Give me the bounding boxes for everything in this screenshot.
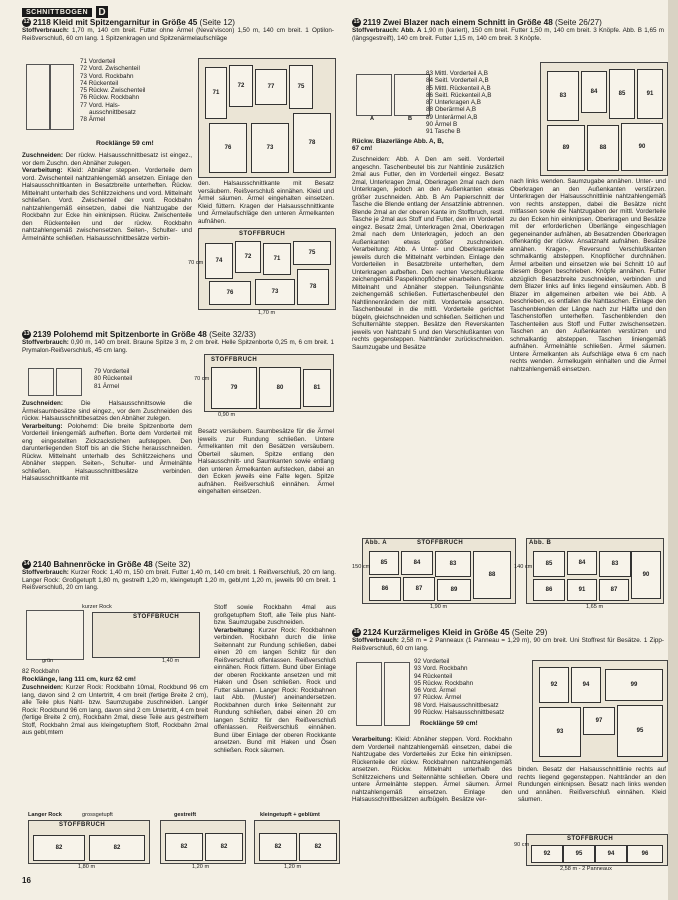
fabric-layouts-2119	[352, 534, 668, 616]
fold-label: STOFFBRUCH	[417, 540, 464, 546]
part-item: ausschnittbesatz	[89, 109, 136, 117]
label: Stoffverbrauch:	[22, 27, 69, 35]
pattern-piece: 87	[403, 577, 435, 601]
pattern-piece: 85	[369, 551, 399, 575]
pattern-piece: 92	[531, 845, 563, 863]
skirt-length: Rocklänge 59 cm!	[96, 140, 154, 147]
section-ref: (Seite 29)	[511, 628, 548, 637]
page-header	[22, 6, 108, 18]
shirt-sketch-front	[28, 368, 54, 396]
pattern-piece: 82	[299, 833, 337, 861]
part-item: 75 Rückw. Zwischenteil	[80, 87, 146, 95]
skirt-length: Rocklänge, lang 111 cm, kurz 62 cm!	[22, 676, 136, 683]
part-item: 78 Ärmel	[80, 116, 106, 124]
blazer-length: Rückw. Blazerlänge Abb. A, B, 67 cm!	[352, 138, 444, 153]
instructions-2139-cont: Besatz versäubern. Saumbesätze für die Ärmel jeweils zur Rundung schließen. Untere Ärmelkanten mit den Besätzen versäubern. Oberteil säumen. Spitze entlang den Halsausschnitt- und Saumkanten sowie entlang den unteren Ärmelkanten aufstecken, dabei an den Ecken jeweils eine Falte legen. Spitze aufnähen. Reißverschluß einnähen. Ärmel eingehalten einsetzen.	[198, 428, 334, 495]
short-skirt-label: kurzer Rock	[82, 604, 112, 610]
pattern-piece: 87	[599, 579, 629, 601]
cutting-text: Kurzer Rock: Rockbahn 10mal, Rockbund 96 cm lang, davon sind 2 cm Untertritt, 4 cm breit (fertige Breite 2 cm), alle Teile plus Naht- bzw. Saumzugabe zuschneiden. Langer Rock: Rockbund 96 cm lang, davon sind 2 cm Untertritt, 4 cm breit (fertige Breite 2 cm), Rockbahn 2mal, diese Teile aus gestreiftem Stoff, Rockbahn 2mal aus kleingetupftem Stoff, Rockbahn 2mal aus gebl,mtem	[22, 684, 208, 736]
fabric-usage: 1,90 m (kariert), 150 cm breit. Futter 1,50 m, 140 cm breit. 3 Knöpfe. Abb. B 1,65 m (längsgestreift), 140 cm breit. Futter 1,15 m, 140 cm breit. 3 Knöpfe.	[352, 27, 665, 42]
sewing-text: Polohemd: Die breite Spitzenborte dem Vorderteil liniengemäß aufheften. Borte dem Vorderteil mit eng eingestellten Zickzackstichen aufsteppen. Den darunterliegenden Stoff bis an die Stiche herausschneiden. Rückw. Mittelnaht unterhalb des Schlitzzeichens und Abnäher steppen. Seiten-, Schulter- und Ärmelnähte schließen. Halsausschnittbesätze verbinden. Halsausschnittkante mit	[22, 422, 192, 482]
fabric-usage: 1,70 m, 140 cm breit. Futter ohne Ärmel (Nevaʼviscon) 1,50 m, 140 cm breit. 1 Optilon-Reißverschluß, 60 cm lang. 1 Spitzenkragen und Spitzenärmelaufschläge	[22, 27, 334, 42]
skirt-length: Rocklänge 59 cm!	[420, 720, 478, 727]
label: Zuschneiden:	[22, 152, 63, 159]
part-variant: A,B	[477, 70, 488, 77]
blazer-sketch-b	[394, 74, 430, 116]
pattern-piece: 75	[293, 241, 331, 265]
pattern-piece: 77	[255, 69, 287, 105]
pattern-piece: 96	[627, 845, 663, 863]
layout-kleingetupft	[254, 820, 340, 864]
part-variant: A,B	[480, 84, 491, 92]
part-item	[426, 92, 536, 99]
section-number-badge: 12	[23, 19, 30, 26]
pattern-piece: 82	[165, 833, 203, 861]
figure-label: Abb. B	[529, 540, 552, 546]
parts-list-2124	[414, 658, 530, 716]
label: Stoffverbrauch:	[352, 637, 399, 645]
pattern-piece: 89	[437, 579, 471, 601]
sheet-letter: D	[96, 6, 108, 18]
pattern-piece: 82	[205, 833, 243, 861]
section-ref: (Seite 32/33)	[209, 330, 256, 339]
section-number-badge: 14	[23, 561, 30, 568]
fold-label: STOFFBRUCH	[567, 836, 614, 842]
part-item	[426, 77, 536, 84]
dress-sketch-back	[384, 662, 410, 726]
fabric-usage: Kurzer Rock: 1,40 m, 150 cm breit. Futter 1,40 m, 140 cm breit. 1 Reißverschluß, 20 cm lang. Langer Rock: Großgetupft 1,80 m, gestreift 1,20 m, kleingetupft 1,20 m, gebl,mt 1,20 m, jeweils 90 cm breit. 1 Reißverschluß, 20 cm lang.	[22, 569, 336, 592]
blazer-sketch-a	[356, 74, 392, 116]
instructions-2140-col2	[214, 604, 336, 754]
sewing-text: Kleid: Abnäher steppen. Vorderteile dem vord. Zwischenteil nahtzahlengemäß ansetzen. Einlage den Halsausschnittkanten in Besatzbreite unterheften. Rückw. Mittelnaht unterhalb des Schlitzzeichens und vord. Mittelnaht schließen. Vord. Zwischenteil der vord. Rockbahn nahtzahlengemäß einsetzen, dabei die Nahtzugabe der Rockbahn zur Ecke hin einknipsen. Rückw. Zwischenteile den Rückenteilen und der rückw. Rockbahn nahtzahlengemäß zwischensetzen. Seiten-, Schulter- und Ärmelnähte schließen. Halsausschnittbesätze verbin-	[22, 167, 192, 242]
dress-sketch-front	[356, 662, 382, 726]
pattern-piece: 95	[563, 845, 595, 863]
pattern-piece: 83	[599, 551, 631, 577]
skirt-sketch	[26, 610, 84, 660]
fabric-width: 1,90 m	[430, 604, 448, 610]
part-name: 85 Mittl. Rückenteil	[426, 84, 480, 92]
layout-abb-a	[362, 538, 516, 604]
part-item: 98 Vord. Halsausschnittbesatz	[414, 701, 499, 709]
part-variant: A,B	[470, 99, 481, 107]
pattern-piece: 74	[205, 243, 233, 279]
part-variant: A,B	[481, 91, 492, 99]
section-number-badge: 16	[353, 629, 360, 636]
part-item: 92 Vorderteil	[414, 658, 450, 665]
pattern-piece: 91	[637, 69, 663, 119]
part-name: 86 Seitl. Rückenteil	[426, 91, 480, 99]
shirt-sketch-back	[56, 368, 82, 396]
section-number-badge: 13	[23, 331, 30, 338]
part-item	[426, 114, 536, 121]
instructions-2119-col1: Zuschneiden: Abb. A Den am seitl. Vorderteil angeschn. Taschenbeutel bis zur Nahtlinie zusätzlich 2mal aus Futter, den im Vorderteil eingez. Besatz 2mal, Unterkragen 2mal, Oberkragen 2mal nach dem Unterkragen, jedoch an den Außenkanten etwas größer zuschneiden. Abb. B Am Papierschnitt der Tasche die Blende entlang der Ansatzlinie abtrennen. Blende 2mal an der oberen Kante im Stoffbruch, restl. Tasche je 2mal aus Stoff und Futter, den im Vorderteil eingez. Besatz 2mal, Unterkragen 2mal, Oberkragen 2mal nach dem Unterkragen, jedoch an den Außenkanten etwas größer zuschneiden. Verarbeitung: Abb. A Unter- und Oberkragenteile jeweils durch die Mittelnaht verbinden. Einlage den Vorderteilen in Besatzbreite unterheften, dem Unterkragen aufbeften. Den rechten Verschlußkante zeichengemäß Paspelknopflöcher einarbeiten. Rückw. Mittelnaht und Abnäher steppen. Teilungsnähte zeichengemäß schließen. Futtertaschenbeutel den Nahtlinnenrändern der mittl. Vorderteile ansetzen. Taschenbeutel in die mittl. Vorderteile gerichtet bügeln, gleichschneiden und schließen. Seitlichen und Schulternähte steppen. Besätze den Reverskanten jeweils von Nahtzahl 5 und den Verschlußkanten von rechts gegensteppen. Nahtränder zurückschneiden. Saumzugabe und Besätze	[352, 156, 504, 351]
cutting-text: Die Halsausschnittsowie die Ärmelsaumbesätze sind eingez., vor dem Zuschneiden des rückw. Halsausschnittbesatzes den Abnäher zulegen.	[22, 400, 193, 422]
fabric-layouts-2140	[22, 812, 342, 876]
pattern-piece: 84	[401, 551, 433, 575]
pattern-layout-2139	[204, 354, 334, 412]
instructions-2140	[22, 684, 208, 737]
instructions-2139	[22, 400, 192, 483]
pattern-piece: 86	[533, 579, 565, 601]
figure-label-b: B	[408, 116, 413, 122]
section-2139	[22, 330, 334, 354]
part-name: 83 Mittl. Vorderteil	[426, 70, 477, 77]
pattern-piece: 73	[255, 279, 295, 305]
pattern-piece: 76	[209, 281, 251, 305]
pattern-piece: 78	[293, 113, 331, 173]
pattern-piece: 88	[587, 125, 619, 171]
section-title: 2140 Bahnenröcke in Größe 48	[33, 560, 153, 569]
label: Verarbeitung:	[22, 422, 63, 430]
pattern-piece: 80	[259, 367, 301, 409]
sewing-text: Kleid: Abnäher steppen. Vord. Rockbahn dem Vorderteil nahtzahlengemäß einsetzen, dabei die Nahtzugabe des Vorderteiles zur Ecke hin einknipsen. Rückenteile der rückw. Rockbahnen nahtzahlengemäß ansetzen. Rückw. Mittelnaht unterhalb des Schlitzzeichens und Seitennähte schließen. Obere und untere Ärmelnähte steppen. Ärmel säumen. Ärmel nahtzahlengemäß einsetzen. Einlage den Halsausschnittbesätzen aufbügeln. Besätze ver-	[352, 736, 512, 803]
instructions-2118	[22, 152, 192, 242]
part-item: 76 Rückw. Rockbahn	[80, 94, 140, 102]
part-name: 91 Tasche	[426, 128, 455, 136]
fabric-width: 1,65 m	[586, 604, 604, 610]
pattern-piece: 88	[473, 551, 511, 599]
pattern-preview-2124	[532, 660, 668, 762]
fabric-width: 1,20 m	[192, 864, 210, 870]
section-title: 2139 Polohemd mit Spitzenborte in Größe 48	[33, 330, 207, 339]
section-2118	[22, 18, 334, 42]
fabric-width: 0,90 m	[218, 412, 236, 418]
fabric-width: 1,20 m	[284, 864, 302, 870]
pattern-preview-2119	[540, 62, 668, 176]
part-item: 99 Rückw. Halsausschnittbesatz	[414, 709, 505, 717]
pattern-piece: 83	[547, 71, 579, 121]
layout-abb-b	[526, 538, 664, 604]
pattern-piece: 84	[567, 551, 597, 575]
part-item	[426, 121, 536, 128]
fabric-label: Langer Rock	[28, 812, 62, 818]
part-name: 87 Unterkragen	[426, 99, 470, 107]
pattern-piece: 85	[533, 551, 565, 577]
sheet-tag: SCHNITTBOGEN	[22, 8, 92, 17]
instructions-2119-col2: nach links wenden. Saumzugabe annähen. Unter- und Oberkragen an den Außenkanten verstürzen. Unterkragen der Halsausschnittlinie nahtzahlengemäß von rechts ansteppen, dabei die Besätze nicht mitfassen sowie die Nahtzugaben der mittl. Vorderteile zu den Ecken hin einknipsen. Oberkragen und Besätze mit der erforderlichen Überlänge eingeschlagen gegeneinander aufnähen, ab Besatzenden Oberkragen offenkantig der rückw. Ansatznaht aufnähen. Besätze annähen. Kragen-, Reversund Verschlußkanten schmalkantig absteppen. Knopflöcher durchnähen. Ärmel arbeiten und einsetzen wie bei Schnitt 10 auf diesem Bogen beschrieben. Knöpfe annähen. Futter abzüglich Besatzbreite zuschneiden, verbinden und dem Blazer links auf links liegend einsäumen. Abb. B Blazer im allgemeinen arbeiten wie bei Abb. A beschrieben, es entfallen die Nahttaschen. Einlage den Taschenblenden der Länge nach zur Hälfte und den Taschenstoffen unterheften. Taschenblenden den Taschenteilen aus Stoff und Futter zwischensetzen. Taschen an den Außenkanten verstürzen und schmalkantig absteppen. Taschen liniengemäß aufnähen. Ärmelnähte schließen. Ärmel säumen. Untere Ärmelkanten als Aufschläge etwa 6 cm nach rechts wenden. Ärmelkugeln einhalten und die Ärmel nahtzahlengemäß einsetzen.	[510, 178, 666, 373]
pattern-piece: 85	[609, 69, 635, 119]
part-item	[426, 128, 536, 135]
instructions-2124-col2: binden. Besatz der Halsausschnittlinie rechts auf rechts liegend gegensteppen. Nahtränder an den Rundungen einknipsen. Besatz nach links wenden und annähen. Reißverschluß einnähen. Kleid säumen.	[518, 766, 666, 803]
pattern-piece: 82	[33, 835, 85, 861]
part-item: 74 Rückenteil	[80, 79, 119, 87]
fold-label: STOFFBRUCH	[133, 614, 180, 620]
pattern-piece: 83	[435, 551, 471, 577]
pattern-piece: 94	[595, 845, 627, 863]
binding-edge	[668, 0, 678, 900]
part-item: 73 Vord. Rockbahn	[80, 72, 134, 80]
label: Stoffverbrauch: Abb. A	[352, 27, 422, 35]
part-item: 97 Rückw. Ärmel	[414, 694, 462, 702]
fabric-label: gestreift	[174, 812, 197, 818]
pattern-piece: 78	[297, 269, 329, 305]
fabric-label: kleingetupft + geblümt	[260, 812, 320, 818]
skirt-figures	[22, 604, 202, 664]
fabric-height: 140 cm	[514, 564, 533, 570]
pattern-piece: 92	[539, 667, 569, 703]
part-item: 95 Rückw. Rockbahn	[414, 679, 474, 687]
parts-list-2139	[94, 368, 190, 390]
fabric-width: 1,70 m	[258, 310, 276, 316]
parts-list-2119	[426, 70, 536, 136]
part-name: 90 Ärmel	[426, 121, 452, 129]
part-item: 81 Ärmel	[94, 382, 120, 390]
pattern-piece: 91	[567, 579, 597, 601]
part-name: 88 Oberärmel	[426, 106, 465, 114]
part-item: 79 Vorderteil	[94, 368, 130, 375]
fold-label: STOFFBRUCH	[59, 822, 106, 828]
label: Verarbeitung:	[352, 736, 393, 743]
layout-grossgetupft	[28, 820, 150, 864]
label: Verarbeitung:	[214, 626, 255, 634]
label: Verarbeitung:	[22, 167, 63, 174]
part-item	[426, 106, 536, 113]
pattern-piece: 79	[211, 367, 257, 409]
section-number-badge: 15	[353, 19, 360, 26]
part-name: 84 Seitl. Vorderteil	[426, 77, 478, 85]
pattern-piece: 90	[631, 551, 661, 599]
instructions-2124	[352, 736, 512, 804]
pattern-layout-2118-top	[198, 58, 336, 178]
fabric-height: 70 cm	[194, 376, 210, 382]
pattern-piece: 71	[205, 67, 227, 119]
part-variant: A,B	[465, 106, 477, 114]
pattern-piece: 86	[369, 577, 401, 601]
pattern-piece: 81	[303, 369, 331, 407]
section-ref: (Seite 32)	[154, 560, 191, 569]
pattern-piece: 72	[235, 241, 261, 273]
part-item: 82 Rockbahn	[22, 668, 60, 675]
part-name: 89 Unterärmel	[426, 113, 466, 121]
fold-label: STOFFBRUCH	[239, 231, 286, 237]
pattern-piece: 99	[605, 669, 663, 701]
dress-sketch-back	[50, 64, 74, 130]
parts-list-2118	[80, 58, 192, 124]
fabric-width: 2,58 m - 2 Panneaux	[560, 866, 612, 872]
figure-label-a: A	[370, 116, 375, 122]
fabric-height: 90 cm	[514, 842, 530, 848]
pattern-piece: 93	[539, 707, 581, 757]
instructions-2118-cont: den. Halsausschnittkante mit Besatz versäubern. Reißverschluß einnähen. Kleid und Ärmel säumen. Ärmel eingehalten einsetzen. Kleid füttern. Kragen der Halsausschnittkante und Ärmelaufschläge den unteren Ärmelkanten aufnähen.	[198, 180, 334, 225]
label: Stoffverbrauch:	[22, 339, 69, 347]
part-item: 80 Rückenteil	[94, 375, 133, 383]
label: Stoffverbrauch:	[22, 569, 69, 577]
part-item: 77 Vord. Hals-	[80, 101, 120, 109]
pattern-piece: 94	[571, 667, 601, 703]
fabric-height: 150 cm	[352, 564, 371, 570]
part-variant: A,B	[478, 77, 489, 85]
pattern-piece: 73	[251, 123, 289, 173]
fabric-label: grossgetupft	[82, 812, 113, 818]
pattern-piece: 82	[259, 833, 297, 861]
section-title: 2124 Kurzärmeliges Kleid in Größe 45	[363, 628, 510, 637]
fabric-width: 1,40 m	[162, 658, 180, 664]
fabric-height: 70 cm	[188, 260, 204, 266]
fabric-usage: 2,58 m = 2 Panneaux (1 Panneau = 1,29 m), 90 cm breit. Uni Stoffrest für Besätze. 1 Zipp-Reißverschluß, 60 cm lang.	[352, 637, 665, 652]
part-variant: B	[452, 121, 458, 129]
pattern-layout-short	[92, 612, 200, 658]
cutting-text: Der rückw. Halsausschnittbesatz ist eingez., vor dem Zuschn. den Abnäher zulegen.	[22, 152, 193, 167]
layout-gestreift	[160, 820, 246, 864]
part-item	[426, 70, 536, 77]
section-title: 2118 Kleid mit Spitzengarnitur in Größe 45	[33, 18, 198, 27]
fold-label: STOFFBRUCH	[211, 357, 258, 363]
pattern-layout-2118	[198, 228, 336, 310]
pattern-piece: 76	[209, 123, 247, 173]
pattern-piece: 82	[89, 835, 145, 861]
pattern-piece: 90	[621, 123, 663, 171]
part-item: 96 Vord. Ärmel	[414, 687, 456, 695]
label: Zuschneiden:	[22, 400, 63, 407]
pattern-piece: 72	[229, 65, 253, 107]
dress-sketch-front	[26, 64, 50, 130]
part-variant: B	[456, 128, 461, 136]
part-item	[426, 99, 536, 106]
pattern-piece: 97	[583, 707, 615, 735]
part-item: 71 Vorderteil	[80, 58, 116, 65]
pattern-piece: 95	[617, 705, 663, 757]
pattern-layout-2124	[526, 834, 668, 866]
cutting-text-cont: Stoff sowie Rockbahn 4mal aus großgetupftem Stoff, alle Teile plus Naht- bzw. Saumzugabe zuschneiden.	[214, 604, 336, 626]
fabric-usage: 0,90 m, 140 cm breit. Braune Spitze 3 m, 2 cm breit. Helle Spitzenborte 0,25 m, 6 cm breit. 1 Prymalon-Reißverschluß, 45 cm lang.	[22, 339, 334, 354]
figure-label: Abb. A	[365, 540, 388, 546]
section-2140	[22, 560, 336, 592]
part-item: 72 Vord. Zwischenteil	[80, 65, 140, 73]
section-2124	[352, 628, 664, 652]
part-item: 94 Rückenteil	[414, 672, 453, 680]
section-2119	[352, 18, 664, 42]
fabric-width: 1,80 m	[78, 864, 96, 870]
sewing-text: Kurzer Rock: Rockbahnen verbinden. Rockbahn durch die linke Seitennaht zur Rundung schließen, dabei einen 20 cm langen Schlitz für den Reißverschluß offenlassen. Reißverschluß einnähen. Rock füttern. Bund über Einlage der oberen Rockkante ansetzen und mit Haken und Ösen schließen. Rock und Futter säumen. Langer Rock: Rockbahnen laut Abb. (Muster) aneinandersetzen. Rockbahnen durch linke Seitennaht zur Rundung schließen, dabei einen 20 cm langen Schlitz für den Reißverschluß offenlassen. Reißverschluß einnähen. Bund über Einlage der oberen Rockkante ansetzen. Bund mit Haken und Ösen schließen. Rock säumen.	[214, 626, 337, 754]
part-item	[426, 85, 536, 92]
pattern-piece: 75	[289, 65, 313, 109]
pattern-piece: 71	[263, 243, 291, 275]
section-ref: (Seite 26/27)	[555, 18, 602, 27]
part-variant: A,B	[467, 113, 478, 121]
section-ref: (Seite 12)	[199, 18, 236, 27]
page-number: 16	[22, 876, 31, 885]
pattern-piece: 89	[547, 125, 585, 171]
part-item: 93 Vord. Rockbahn	[414, 665, 468, 673]
label: Zuschneiden:	[22, 684, 63, 691]
pattern-piece: 84	[581, 71, 607, 113]
color-label: grün	[42, 658, 54, 664]
section-title: 2119 Zwei Blazer nach einem Schnitt in Größe 48	[363, 18, 553, 27]
